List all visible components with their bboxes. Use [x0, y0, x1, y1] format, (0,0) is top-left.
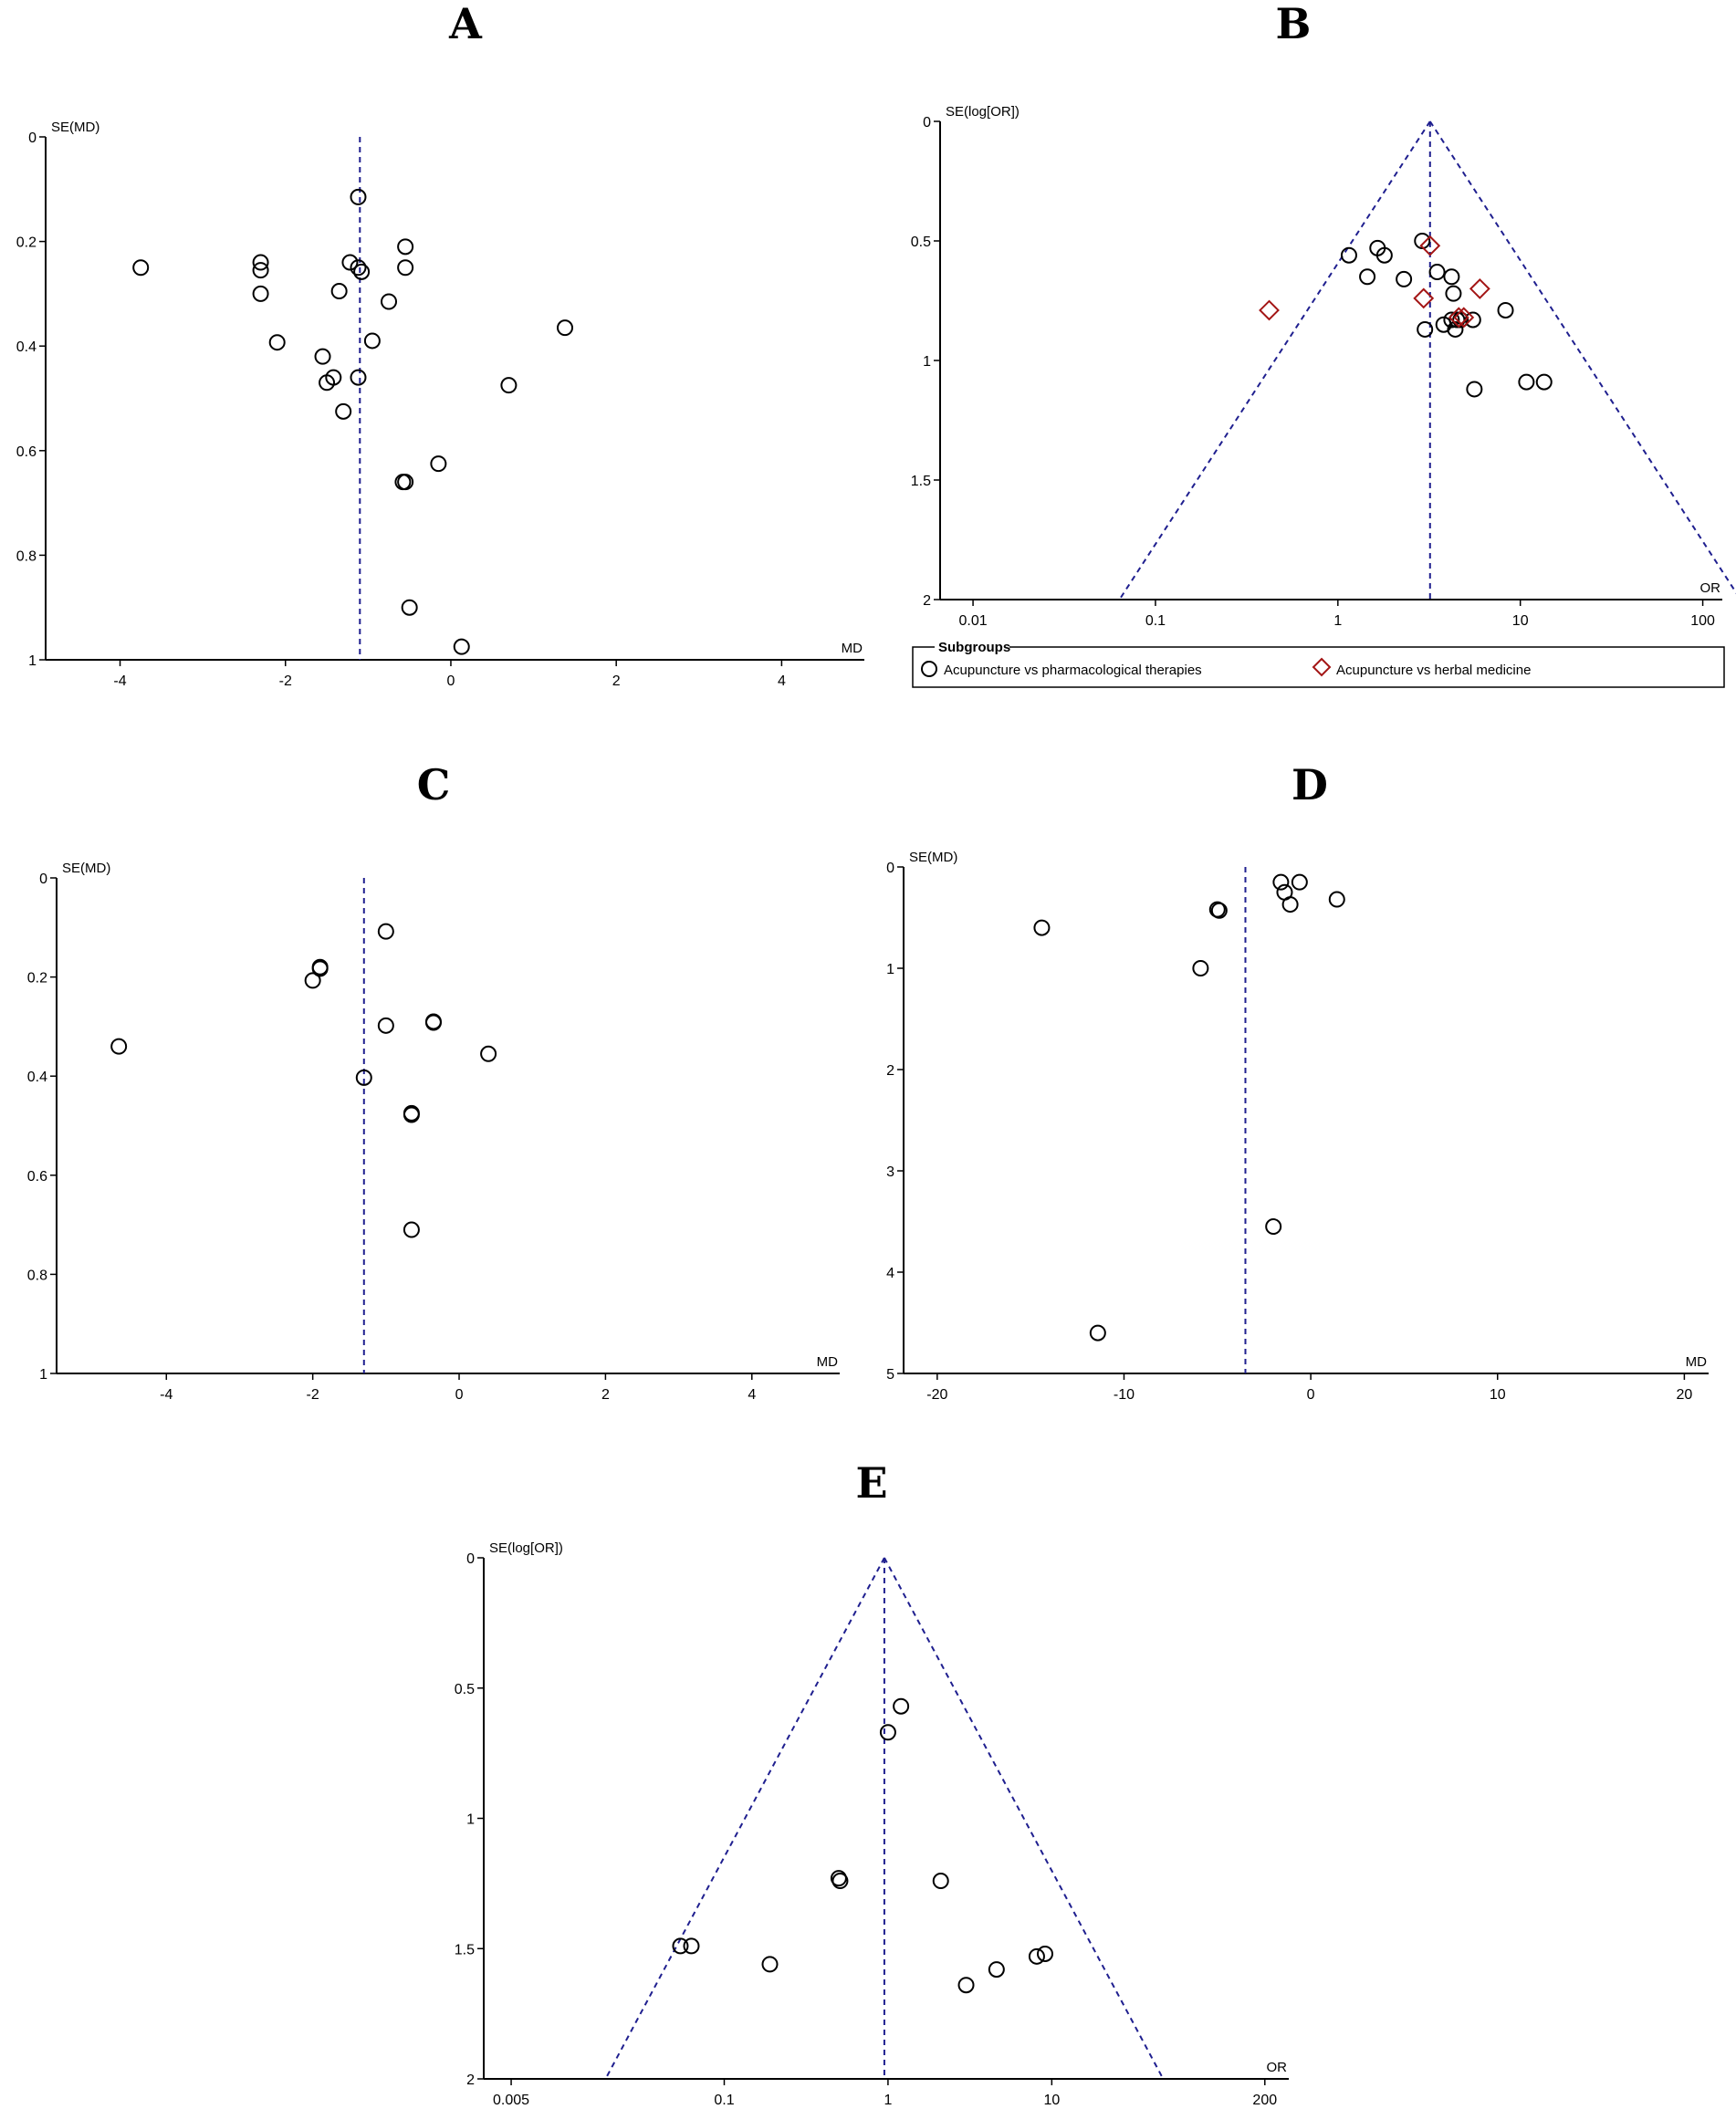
data-point-a: [270, 335, 285, 350]
data-point-a: [336, 404, 350, 419]
y-axis-label-d: SE(MD): [909, 850, 958, 865]
data-point-a: [350, 371, 365, 385]
y-tick-label-d: 2: [886, 1063, 894, 1079]
legend-swatch-diamond: [1313, 659, 1330, 675]
data-point-c: [426, 1016, 441, 1030]
data-point-b: [1446, 287, 1460, 301]
data-point-a: [558, 320, 572, 335]
data-point-e: [934, 1874, 948, 1888]
data-point-c: [306, 973, 320, 987]
data-point-a: [350, 260, 365, 275]
x-tick-label-d: -20: [926, 1387, 948, 1403]
y-tick-label-b: 0: [923, 115, 931, 131]
x-tick-label-a: 2: [612, 673, 621, 689]
x-tick-label-a: 0: [446, 673, 455, 689]
legend-entry: Acupuncture vs pharmacological therapies: [944, 663, 1202, 678]
data-point-b: [1444, 269, 1459, 284]
x-tick-label-d: 0: [1306, 1387, 1315, 1403]
panel-title-c: C: [416, 760, 451, 809]
data-point-e: [881, 1725, 895, 1739]
y-tick-label-b: 0.5: [910, 235, 931, 250]
data-point-d: [1034, 921, 1049, 935]
legend-title: Subgroups: [938, 640, 1011, 655]
y-tick-label-a: 0.4: [16, 339, 37, 356]
y-tick-label-b: 2: [923, 593, 931, 609]
data-point-c: [111, 1039, 126, 1054]
data-point-e: [989, 1962, 1004, 1977]
y-tick-label-a: 0.6: [16, 444, 37, 460]
y-tick-label-a: 1: [28, 653, 37, 669]
y-tick-label-a: 0: [28, 131, 37, 146]
x-tick-label-d: 10: [1489, 1387, 1506, 1403]
x-tick-label-a: -4: [113, 673, 127, 689]
x-tick-label-b: 0.1: [1145, 613, 1166, 629]
funnel-plot-d: [886, 850, 1709, 1403]
data-point-e: [1030, 1949, 1044, 1964]
y-axis-label-e: SE(log[OR]): [489, 1540, 563, 1556]
data-point-d: [1292, 875, 1307, 890]
x-tick-label-c: 2: [601, 1387, 610, 1403]
data-point-c: [379, 1018, 393, 1033]
y-axis-label-c: SE(MD): [62, 861, 111, 876]
y-tick-label-c: 0.6: [26, 1168, 47, 1185]
y-tick-label-e: 1.5: [454, 1942, 475, 1958]
data-point-a: [133, 260, 148, 275]
x-axis-label-c: MD: [816, 1354, 838, 1370]
data-point-c: [404, 1223, 419, 1237]
panel-title-a: A: [449, 0, 482, 48]
data-point-a: [365, 333, 380, 348]
panel-title-e: E: [855, 1458, 888, 1508]
funnel-plot-a: [16, 120, 864, 689]
data-point-a: [431, 456, 445, 471]
data-point-d: [1273, 875, 1288, 890]
y-tick-label-c: 0.2: [26, 970, 47, 987]
x-tick-label-e: 10: [1043, 2093, 1061, 2108]
data-point-e: [1038, 1947, 1052, 1961]
funnel-right-limit-b: [1430, 121, 1736, 600]
data-point-b: [1342, 248, 1356, 263]
data-point-b: [1467, 381, 1481, 396]
x-axis-label-a: MD: [841, 641, 863, 656]
y-tick-label-c: 0.4: [26, 1070, 47, 1086]
x-tick-label-c: 4: [748, 1387, 757, 1403]
data-point-a: [382, 294, 396, 308]
y-tick-label-d: 0: [886, 861, 894, 876]
y-tick-label-d: 1: [886, 962, 894, 977]
y-tick-label-e: 2: [466, 2072, 475, 2088]
x-tick-label-e: 0.005: [493, 2093, 530, 2108]
y-axis-label-a: SE(MD): [51, 120, 100, 135]
funnel-plot-e: [455, 1540, 1289, 2108]
x-tick-label-b: 0.01: [958, 613, 988, 629]
y-tick-label-c: 1: [39, 1367, 47, 1383]
data-point-b: [1396, 272, 1411, 287]
y-tick-label-c: 0: [39, 872, 47, 887]
y-tick-label-e: 1: [466, 1811, 475, 1828]
funnel-right-limit-e: [884, 1558, 1163, 2079]
data-point-a: [501, 378, 516, 392]
data-point-a: [398, 260, 413, 275]
data-point-a: [455, 640, 469, 654]
data-point-e: [684, 1938, 698, 1953]
data-point-b: [1430, 265, 1445, 279]
x-tick-label-b: 100: [1690, 613, 1715, 629]
x-tick-label-e: 1: [884, 2093, 893, 2108]
funnel-left-limit-b: [1120, 121, 1430, 600]
data-point-d: [1283, 897, 1298, 912]
y-tick-label-d: 5: [886, 1367, 894, 1383]
y-tick-label-d: 3: [886, 1164, 894, 1180]
x-tick-label-c: 0: [455, 1387, 464, 1403]
data-point-a: [403, 600, 417, 615]
y-tick-label-e: 0: [466, 1551, 475, 1567]
x-tick-label-c: -4: [160, 1387, 173, 1403]
y-tick-label-b: 1: [923, 354, 931, 370]
data-point-e: [894, 1699, 908, 1714]
x-axis-label-b: OR: [1699, 580, 1720, 596]
x-tick-label-e: 0.1: [714, 2093, 735, 2108]
x-axis-label-d: MD: [1685, 1354, 1707, 1370]
x-tick-label-e: 200: [1252, 2093, 1278, 2108]
data-point-diamond-b: [1470, 279, 1489, 298]
y-tick-label-d: 4: [886, 1266, 894, 1281]
panel-title-d: D: [1292, 760, 1328, 809]
data-point-d: [1193, 961, 1208, 976]
x-tick-label-a: -2: [278, 673, 292, 689]
y-tick-label-a: 0.8: [16, 548, 37, 565]
data-point-a: [316, 350, 330, 364]
funnel-plot-c: [27, 861, 840, 1403]
data-point-e: [959, 1978, 974, 1992]
data-point-a: [398, 239, 413, 254]
y-tick-label-e: 0.5: [454, 1681, 475, 1697]
data-point-d: [1266, 1219, 1281, 1234]
data-point-b: [1537, 375, 1552, 390]
legend-entry: Acupuncture vs herbal medicine: [1336, 663, 1532, 678]
data-point-d: [1091, 1326, 1105, 1341]
y-tick-label-b: 1.5: [910, 474, 931, 489]
x-tick-label-d: 20: [1676, 1387, 1693, 1403]
data-point-b: [1417, 322, 1432, 337]
x-axis-label-e: OR: [1266, 2060, 1287, 2075]
x-tick-label-b: 10: [1511, 613, 1529, 629]
x-tick-label-c: -2: [306, 1387, 319, 1403]
y-tick-label-a: 0.2: [16, 235, 37, 251]
y-tick-label-c: 0.8: [26, 1268, 47, 1284]
panel-title-b: B: [1275, 0, 1312, 48]
y-axis-label-b: SE(log[OR]): [946, 104, 1020, 120]
data-point-b: [1360, 269, 1375, 284]
funnel-left-limit-e: [605, 1558, 884, 2079]
data-point-a: [350, 190, 365, 204]
data-point-d: [1330, 893, 1344, 907]
data-point-c: [379, 924, 393, 939]
data-point-c: [481, 1047, 496, 1061]
x-tick-label-d: -10: [1113, 1387, 1135, 1403]
data-point-e: [763, 1957, 778, 1971]
x-tick-label-b: 1: [1333, 613, 1343, 629]
data-point-a: [254, 287, 268, 301]
data-point-a: [354, 265, 369, 279]
x-tick-label-a: 4: [777, 673, 786, 689]
funnel-plot-b: [911, 104, 1736, 687]
data-point-a: [332, 284, 347, 298]
data-point-b: [1519, 375, 1533, 390]
legend-swatch-circle: [922, 662, 936, 676]
data-point-diamond-b: [1260, 301, 1279, 319]
data-point-b: [1499, 303, 1513, 318]
